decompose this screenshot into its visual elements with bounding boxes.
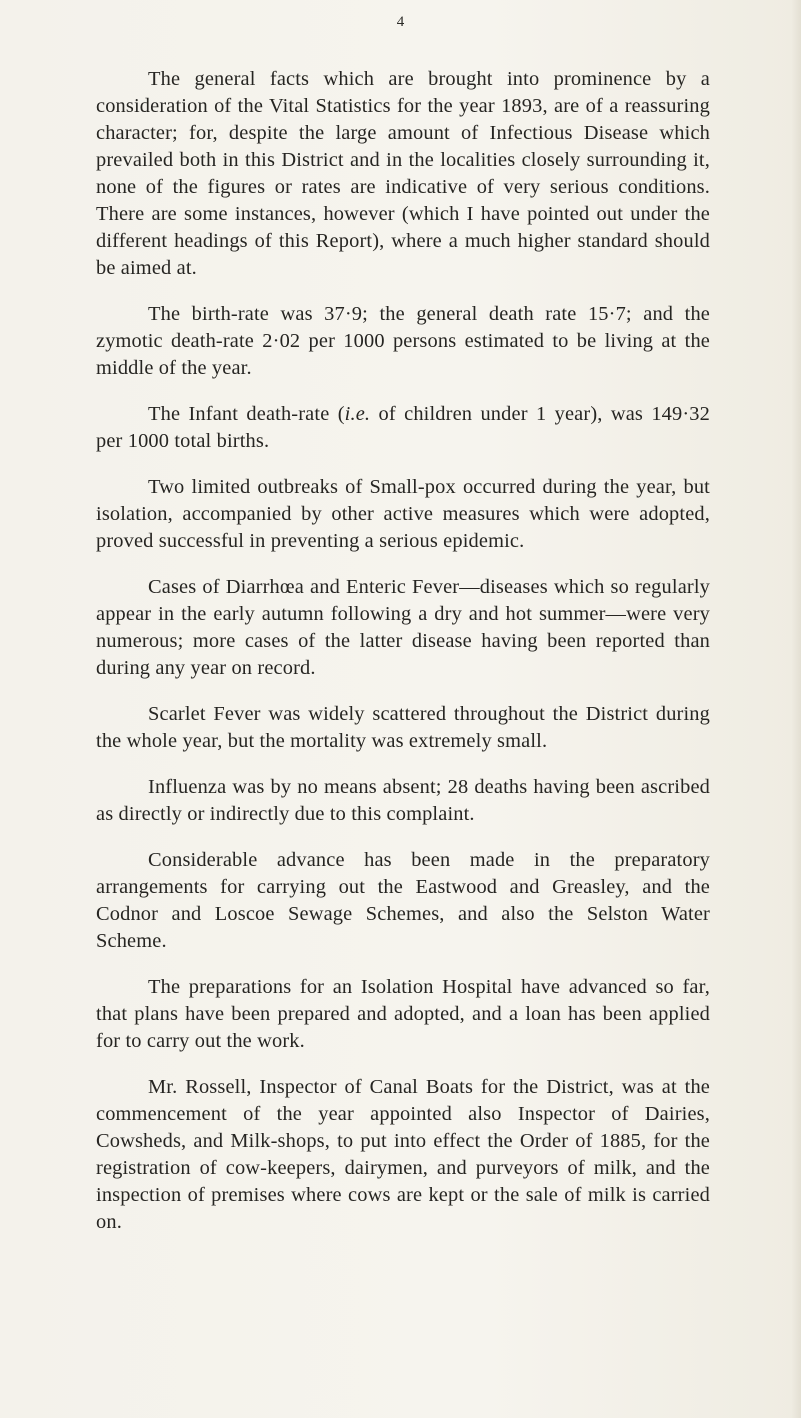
- infant-text-italic: i.e.: [344, 403, 371, 425]
- paragraph-influenza: Influenza was by no means absent; 28 deaths having been ascribed as directly or indirectly due to this complaint.: [96, 776, 710, 825]
- body-text: [96, 66, 710, 1255]
- infant-text-before: The Infant death-rate (: [148, 403, 345, 425]
- paragraph-inspector-rossell: Mr. Rossell, Inspector of Canal Boats for the District, was at the commencement of the year appointed also Inspector of Dairies, Cowsheds, and Milk-shops, to put into effect the Order of 1885, for the registration of cow-keepers, dairymen, and purveyors of milk, and the inspection of premises where cows are kept or the sale of milk is carried on.: [96, 1076, 710, 1233]
- paragraph-diarrhoea-enteric: Cases of Diarrhœa and Enteric Fever—diseases which so regularly appear in the early autumn following a dry and hot summer—were very numerous; more cases of the latter disease having been reported than during any year on record.: [96, 576, 710, 679]
- paragraph-infant-death-rate: [96, 401, 710, 455]
- paragraph-general-facts: The general facts which are brought into prominence by a consideration of the Vital Statistics for the year 1893, are of a reassuring character; for, despite the large amount of Infectious Disease which prevailed both in this District and in the localities closely surrounding it, none of the figures or rates are indicative of very serious conditions. There are some instances, however (which I have pointed out under the different headings of this Report), where a much higher standard should be aimed at.: [96, 68, 710, 279]
- page-edge-shadow: [791, 0, 801, 1418]
- infant-text-after: of children under 1 year), was 149·32 per 1000 total births.: [96, 403, 710, 452]
- paragraph-isolation-hospital: The preparations for an Isolation Hospital have advanced so far, that plans have been prepared and adopted, and a loan has been applied for to carry out the work.: [96, 976, 710, 1052]
- paragraph-small-pox: Two limited outbreaks of Small-pox occurred during the year, but isolation, accompanied by other active measures which were adopted, proved successful in preventing a serious epidemic.: [96, 476, 710, 552]
- page-number: 4: [396, 14, 405, 30]
- paragraph-birth-rate: The birth-rate was 37·9; the general death rate 15·7; and the zymotic death-rate 2·02 per 1000 persons estimated to be living at the middle of the year.: [96, 303, 710, 379]
- paragraph-sewage-schemes: Considerable advance has been made in the preparatory arrangements for carrying out the Eastwood and Greasley, and the Codnor and Loscoe Sewage Schemes, and also the Selston Water Scheme.: [96, 849, 710, 952]
- paragraph-scarlet-fever: Scarlet Fever was widely scattered throughout the District during the whole year, but the mortality was extremely small.: [96, 703, 710, 752]
